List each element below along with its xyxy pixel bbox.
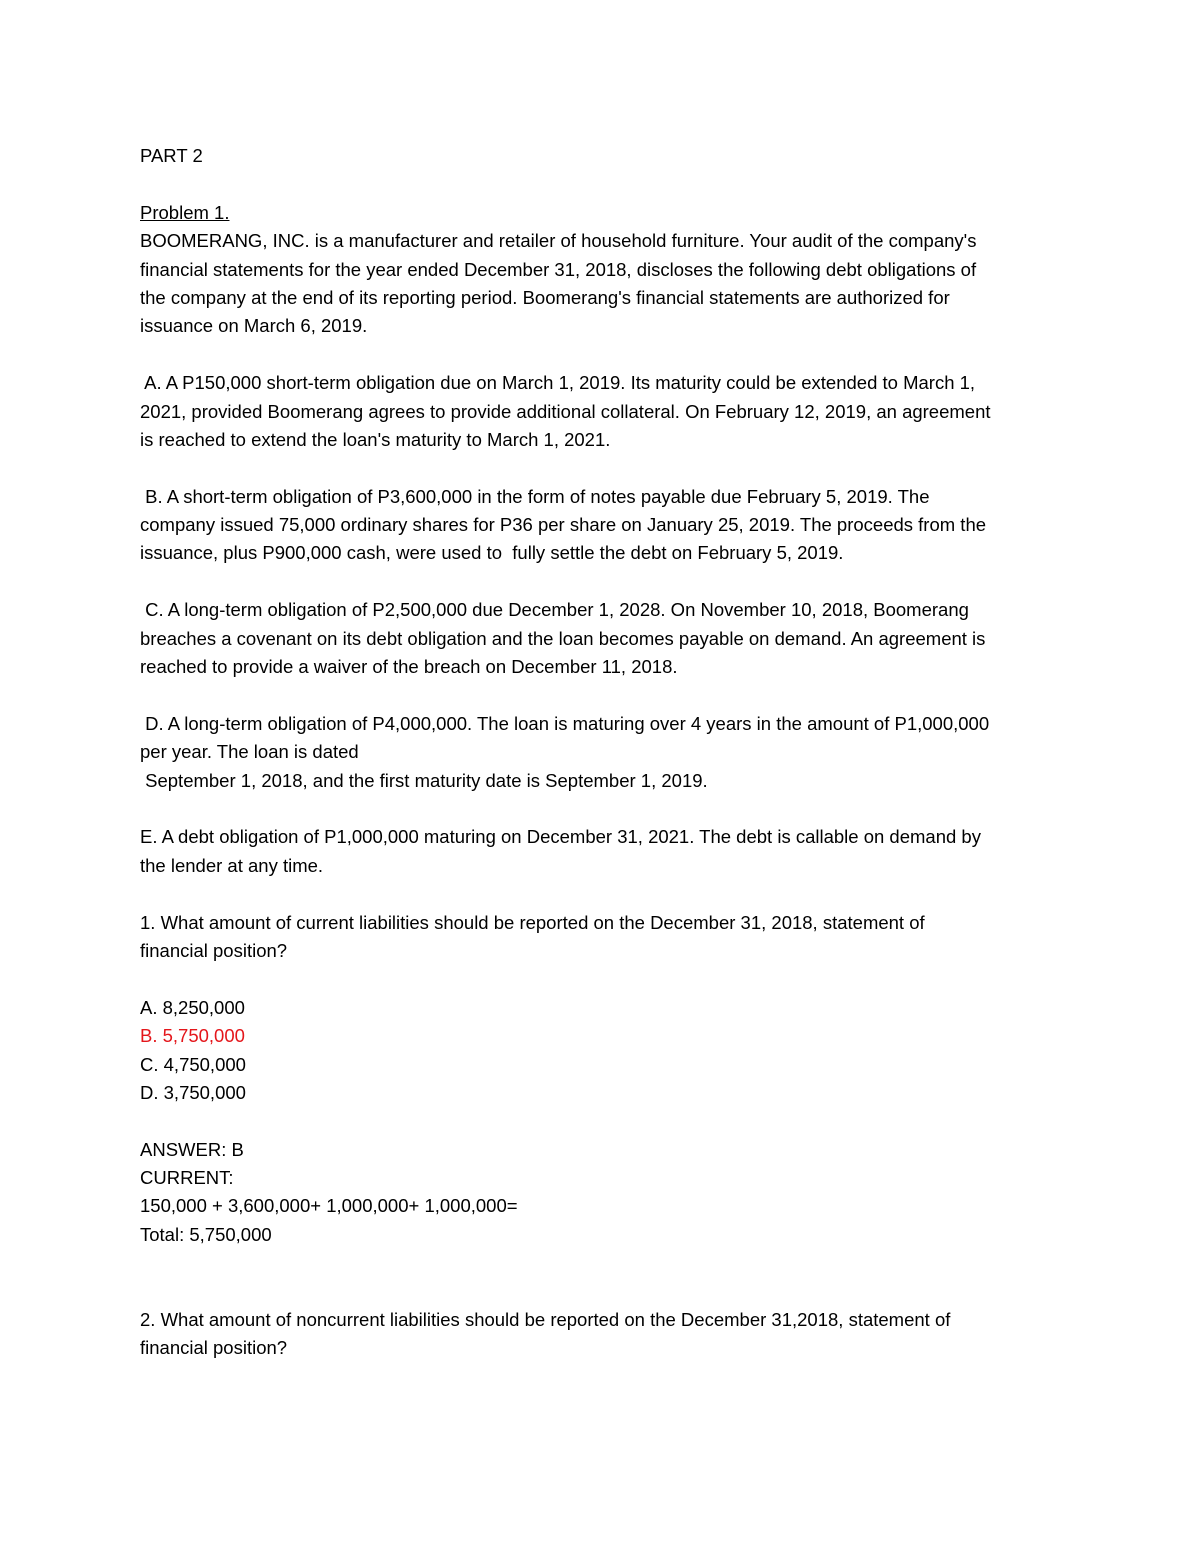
choice-b-highlighted: B. 5,750,000 [140, 1025, 245, 1047]
spacer [140, 795, 1060, 823]
choice-d: D. 3,750,000 [140, 1081, 246, 1103]
item-d-line: per year. The loan is dated [140, 741, 359, 763]
item-e-line: E. A debt obligation of P1,000,000 maturing on December 31, 2021. The debt is callable on demand by [140, 826, 981, 848]
intro-line: financial statements for the year ended December 31, 2018, discloses the following debt obligations of [140, 258, 977, 280]
spacer [140, 880, 1060, 908]
intro-line: BOOMERANG, INC. is a manufacturer and retailer of household furniture. Your audit of the company's [140, 230, 977, 252]
item-c-line: C. A long-term obligation of P2,500,000 due December 1, 2028. On November 10, 2018, Boomerang [140, 599, 969, 621]
spacer [140, 568, 1060, 596]
spacer [140, 341, 1060, 369]
computation-line: 150,000 + 3,600,000+ 1,000,000+ 1,000,000= [140, 1195, 518, 1217]
item-d-line: D. A long-term obligation of P4,000,000. The loan is maturing over 4 years in the amount of P1,000,000 [140, 712, 990, 734]
spacer [140, 454, 1060, 482]
question-1-line: 1. What amount of current liabilities should be reported on the December 31, 2018, statement of [140, 911, 925, 933]
item-c-line: breaches a covenant on its debt obligation and the loan becomes payable on demand. An agreement is [140, 627, 986, 649]
intro-line: the company at the end of its reporting period. Boomerang's financial statements are authorized for [140, 286, 950, 308]
item-c-line: reached to provide a waiver of the breach on December 11, 2018. [140, 656, 678, 678]
item-a-line: A. A P150,000 short-term obligation due on March 1, 2019. Its maturity could be extended to March 1, [140, 372, 976, 394]
spacer [140, 1249, 1060, 1277]
spacer [140, 1107, 1060, 1135]
item-d-line: September 1, 2018, and the first maturity date is September 1, 2019. [140, 769, 708, 791]
total-line: Total: 5,750,000 [140, 1223, 272, 1245]
spacer [140, 681, 1060, 709]
part-heading: PART 2 [140, 145, 203, 166]
choice-c: C. 4,750,000 [140, 1053, 246, 1075]
spacer [140, 1278, 1060, 1306]
item-a-line: 2021, provided Boomerang agrees to provide additional collateral. On February 12, 2019, an agreement [140, 400, 991, 422]
spacer [140, 170, 1060, 198]
question-2-line: 2. What amount of noncurrent liabilities should be reported on the December 31,2018, statement of [140, 1309, 951, 1331]
problem-title: Problem 1. [140, 201, 230, 223]
current-label: CURRENT: [140, 1167, 234, 1189]
spacer [140, 965, 1060, 993]
question-1-line: financial position? [140, 939, 288, 961]
intro-line: issuance on March 6, 2019. [140, 315, 368, 337]
item-b-line: company issued 75,000 ordinary shares for P36 per share on January 25, 2019. The proceeds from the [140, 514, 987, 536]
item-b-line: issuance, plus P900,000 cash, were used to fully settle the debt on February 5, 2019. [140, 542, 844, 564]
item-a-line: is reached to extend the loan's maturity to March 1, 2021. [140, 428, 611, 450]
item-e-line: the lender at any time. [140, 854, 324, 876]
document-content [140, 142, 1060, 1363]
choice-a: A. 8,250,000 [140, 996, 245, 1018]
item-b-line: B. A short-term obligation of P3,600,000 in the form of notes payable due February 5, 2019. The [140, 485, 930, 507]
question-2-line: financial position? [140, 1337, 288, 1359]
answer-line: ANSWER: B [140, 1138, 244, 1160]
